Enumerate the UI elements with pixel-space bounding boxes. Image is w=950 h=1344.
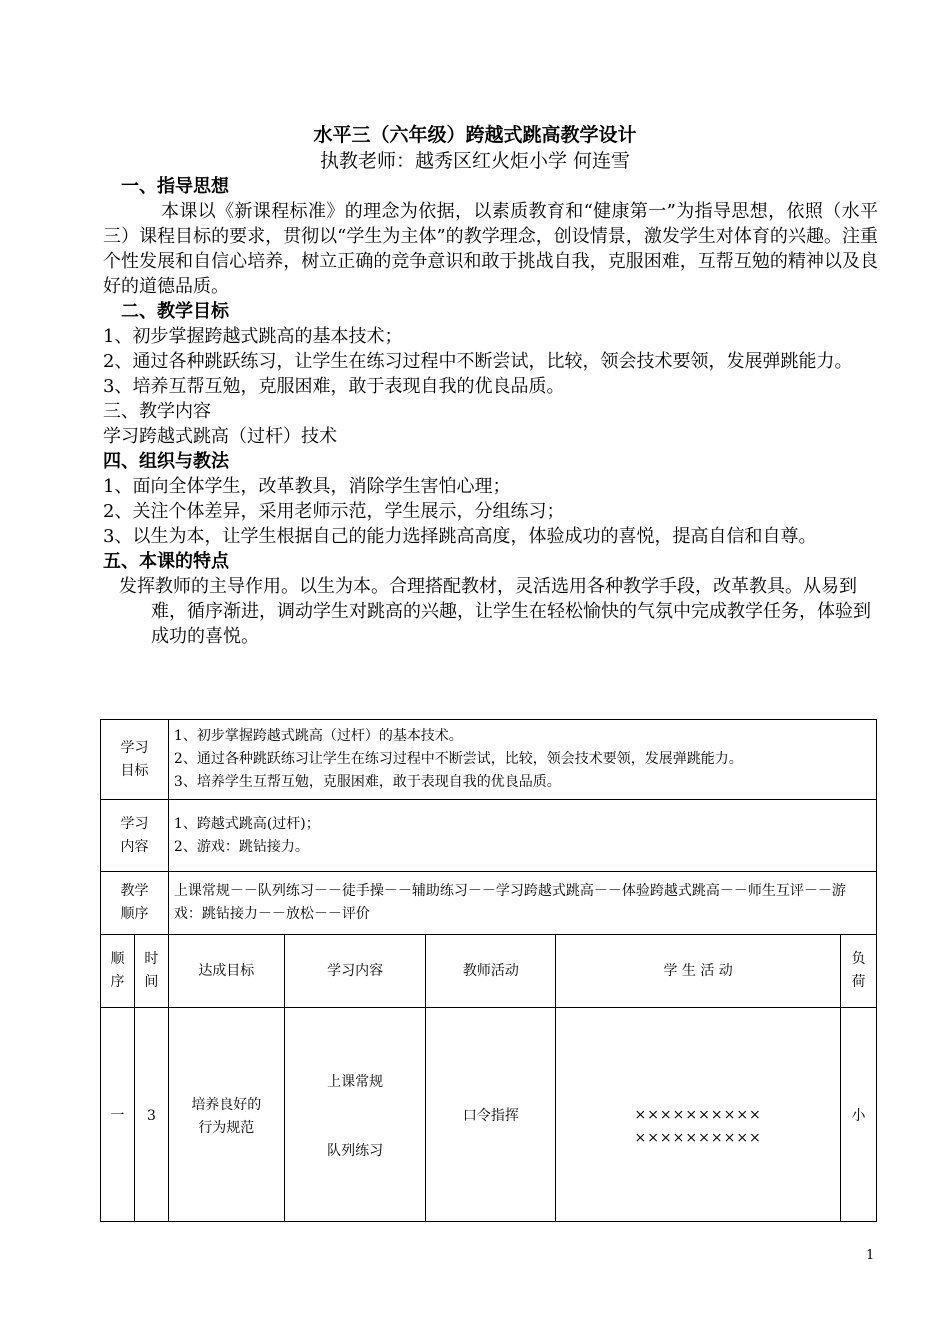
order-row <box>101 872 877 935</box>
order-label: 教学 顺序 <box>101 872 169 935</box>
document-title: 水平三（六年级）跨越式跳高教学设计 <box>313 124 637 146</box>
content-line: 2、游戏：跳钻接力。 <box>173 838 309 855</box>
method-item-1: 1、面向全体学生，改革教具，消除学生害怕心理； <box>103 476 511 497</box>
section-heading-3: 三、教学内容 <box>103 401 211 422</box>
page-number: 1 <box>866 1248 875 1263</box>
header-student: 学 生 活 动 <box>556 935 841 1008</box>
objective-item-3: 3、培养互帮互勉，克服困难，敢于表现自我的优良品质。 <box>103 376 565 397</box>
method-item-3: 3、以生为本，让学生根据自己的能力选择跳高高度，体验成功的喜悦，提高自信和自尊。 <box>103 526 817 547</box>
method-item-2: 2、关注个体差异，采用老师示范，学生展示，分组练习； <box>103 501 565 522</box>
content-line: 1、跨越式跳高(过杆)； <box>173 815 320 832</box>
section-heading-1: 一、指导思想 <box>121 176 229 197</box>
section-heading-5: 五、本课的特点 <box>103 551 229 572</box>
order-cell: 上课常规－－队列练习－－徒手操－－辅助练习－－学习跨越式跳高－－体验跨越式跳高－－师生互评－－游戏：跳钻接力－－放松－－评价 <box>168 872 876 935</box>
table-row <box>101 1008 877 1222</box>
row-load: 小 <box>840 1008 876 1222</box>
row-time: 3 <box>134 1008 168 1222</box>
header-time: 时 间 <box>134 935 168 1008</box>
section-heading-2: 二、教学目标 <box>121 301 229 322</box>
document-body <box>103 174 878 649</box>
goal-line: 3、培养学生互帮互勉，克服困难，敢于表现自我的优良品质。 <box>173 774 561 790</box>
goal-line: 1、初步掌握跨越式跳高（过杆）的基本技术。 <box>173 728 463 744</box>
header-goal: 达成目标 <box>168 935 284 1008</box>
row-teacher: 口令指挥 <box>426 1008 556 1222</box>
section-3-text: 学习跨越式跳高（过杆）技术 <box>103 426 337 447</box>
header-row <box>101 935 877 1008</box>
objective-item-2: 2、通过各种跳跃练习，让学生在练习过程中不断尝试，比较，领会技术要领，发展弹跳能力。 <box>103 351 853 372</box>
document-subtitle: 执教老师：越秀区红火炬小学 何连雪 <box>319 150 631 172</box>
header-load: 负 荷 <box>840 935 876 1008</box>
header-teacher: 教师活动 <box>426 935 556 1008</box>
goals-label: 学习 目标 <box>101 720 169 800</box>
goal-line: 2、通过各种跳跃练习让学生在练习过程中不断尝试，比较，领会技术要领，发展弹跳能力。 <box>173 751 743 767</box>
objective-item-1: 1、初步掌握跨越式跳高的基本技术； <box>103 326 403 347</box>
section-5-text: 发挥教师的主导作用。以生为本。合理搭配教材，灵活选用各种教学手段，改革教具。从易到难，循序渐进，调动学生对跳高的兴趣，让学生在轻松愉快的气氛中完成教学任务，体验到成功的喜悦。 <box>119 576 871 647</box>
goals-cell <box>168 720 876 800</box>
row-content: 上课常规 队列练习 <box>284 1008 426 1222</box>
content-cell <box>168 800 876 872</box>
row-seq: 一 <box>101 1008 135 1222</box>
content-row <box>101 800 877 872</box>
header-seq: 顺 序 <box>101 935 135 1008</box>
lesson-plan-table <box>100 719 877 1222</box>
header-content: 学习内容 <box>284 935 426 1008</box>
section-1-paragraph: 本课以《新课程标准》的理念为依据，以素质教育和“健康第一”为指导思想，依照（水平三）课程目标的要求，贯彻以“学生为主体”的教学理念，创设情景，激发学生对体育的兴趣。注重个性发展和自信心培养，树立正确的竞争意识和敢于挑战自我，克服困难，互帮互勉的精神以及良好的道德品质。 <box>103 201 878 297</box>
goals-row <box>101 720 877 800</box>
row-goal: 培养良好的 行为规范 <box>168 1008 284 1222</box>
formation-row: ×××××××××× <box>634 1106 762 1123</box>
section-heading-4: 四、组织与教法 <box>103 451 229 472</box>
content-label: 学习 内容 <box>101 800 169 872</box>
row-student <box>556 1008 841 1222</box>
formation-row: ×××××××××× <box>634 1129 762 1146</box>
